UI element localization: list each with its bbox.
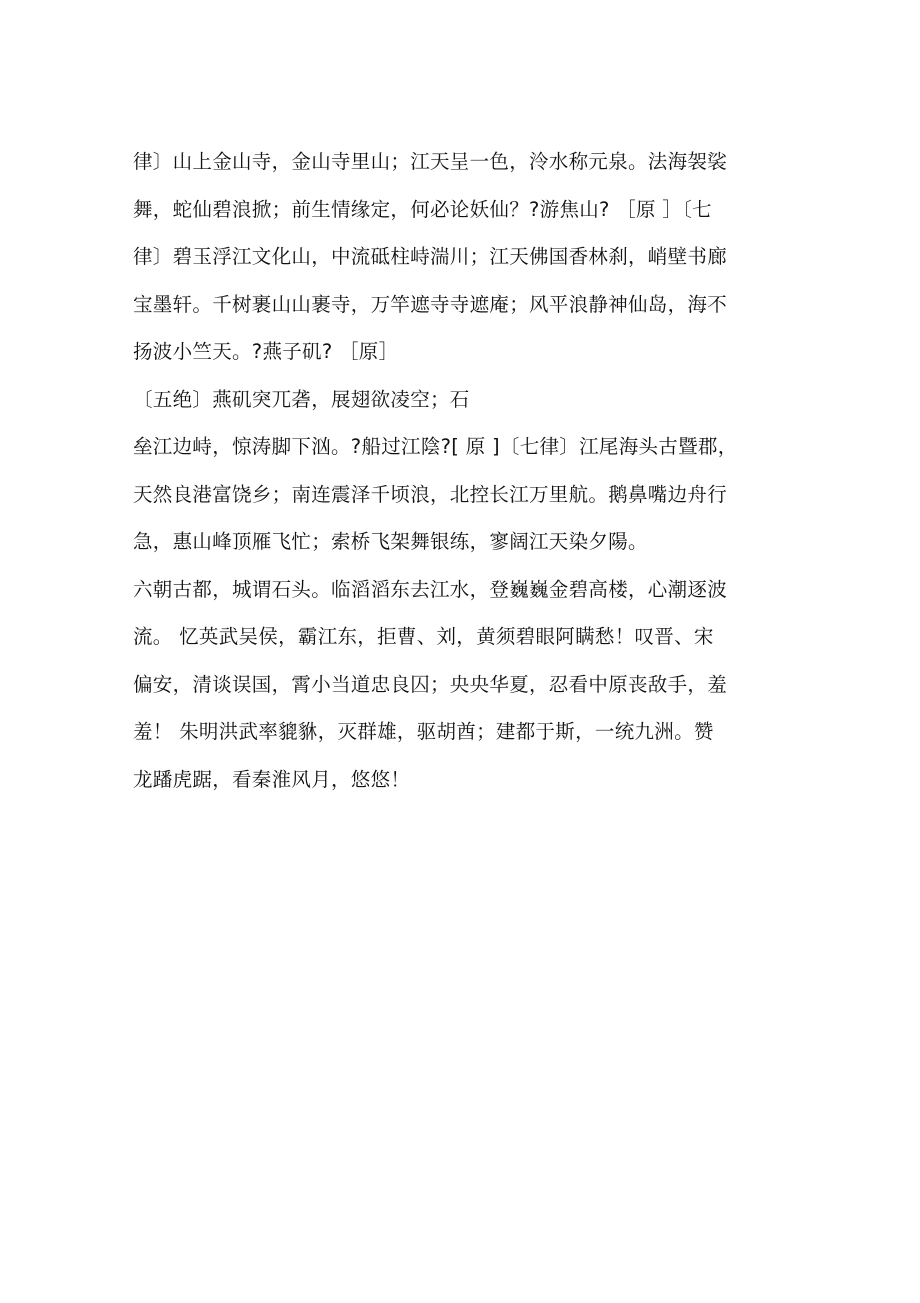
text-line: 急，惠山峰顶雁飞忙；索桥飞架舞银练，寥阔江天染夕陽。 — [133, 530, 648, 553]
text-line: 宝墨轩。千树裹山山裹寺，万竿遮寺寺遮庵；风平浪静神仙岛，海不 — [133, 292, 728, 316]
text-line: 偏安，清谈误国，霄小当道忠良囚；央央华夏，忍看中原丧敌手，羞 — [133, 672, 728, 696]
text-line: 舞，蛇仙碧浪掀；前生情缘定，何必论妖仙？?游焦山? ［原 ］〔七 — [133, 197, 712, 221]
text-line: 律〕碧玉浮江文化山，中流砥柱峙湍川；江天佛国香林刹，峭壁书廊 — [133, 245, 728, 268]
text-line: 羞！ 朱明洪武率貔貅，灭群雄，驱胡酋；建都于斯，一统九洲。赞 — [133, 720, 714, 743]
text-line: 龙蹯虎踞，看秦淮风月，悠悠！ — [133, 767, 411, 791]
poem-text-block — [133, 138, 793, 803]
text-line: 六朝古都，城谓石头。临滔滔东去江水，登巍巍金碧高楼，心潮逐波 — [133, 577, 728, 601]
text-line: 扬波小竺天。?燕子矶? ［原］ — [133, 340, 399, 363]
text-line: 垒江边峙，惊涛脚下汹。?船过江陰?[ 原 ]〔七律〕江尾海头古暨郡， — [133, 435, 738, 458]
text-line: 流。 忆英武吴侯，霸江东，拒曹、刘，黄须碧眼阿瞒愁！叹晋、宋 — [133, 625, 714, 648]
text-line: 〔五绝〕燕矶突兀砻，展翅欲凌空；石 — [133, 387, 470, 411]
text-line: 天然良港富饶乡；南连震泽千顷浪，北控长江万里航。鹅鼻嘴边舟行 — [133, 482, 728, 506]
text-line: 律〕山上金山寺，金山寺里山；江天呈一色，泠水称元泉。法海袈裟 — [133, 150, 728, 173]
